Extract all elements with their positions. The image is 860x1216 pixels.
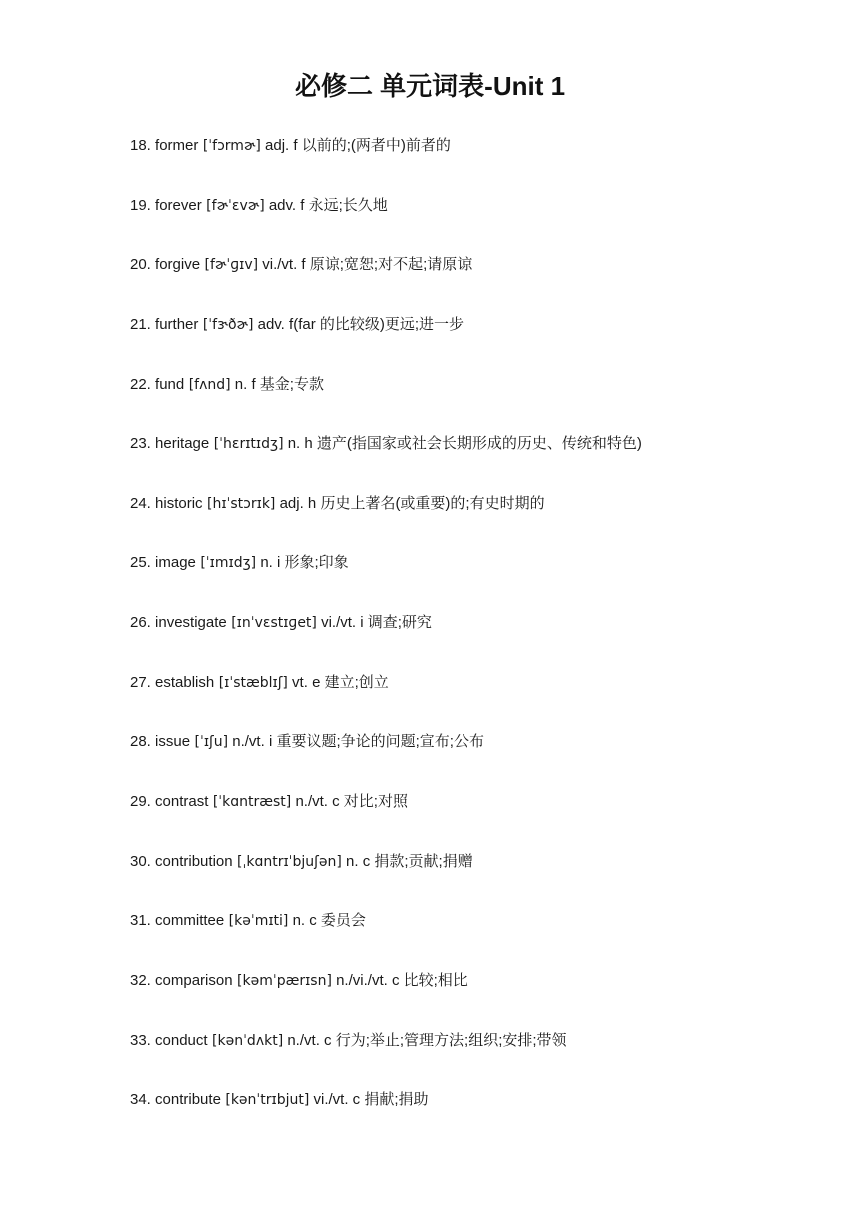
entry-word: image <box>155 554 196 572</box>
entry-letter: h <box>304 435 313 453</box>
entry-number: 23. <box>130 435 151 453</box>
entry-letter: c <box>324 1031 332 1049</box>
entry-pos: n. <box>260 554 273 572</box>
entry-meaning: 建立;创立 <box>324 673 389 691</box>
entry-meaning: 比较;相比 <box>403 971 468 989</box>
entry-phonetic: [ɪˈstæblɪʃ] <box>218 674 288 691</box>
entry-letter: f <box>293 137 298 154</box>
entry-meaning: 对比;对照 <box>343 793 408 811</box>
entry-pos: vi./vt. <box>262 256 298 274</box>
vocab-entry <box>130 309 810 369</box>
entry-pos: n./vi./vt. <box>336 971 388 989</box>
entry-letter: h <box>307 494 317 512</box>
entry-meaning: 捐款;贡献;捐赠 <box>374 852 473 870</box>
entry-phonetic: [ˈhɛrɪtɪdʒ] <box>213 436 284 453</box>
vocab-entry <box>130 1025 810 1085</box>
vocabulary-list <box>130 130 810 1144</box>
entry-phonetic: [ˈkɑntræst] <box>212 794 292 811</box>
entry-number: 27. <box>130 673 151 691</box>
entry-phonetic: [kəˈmɪti] <box>228 913 289 930</box>
entry-meaning: 永远;长久地 <box>308 196 388 214</box>
entry-meaning: 捐献;捐助 <box>364 1091 429 1109</box>
entry-phonetic: [ˈfɝðɚ] <box>202 316 254 333</box>
entry-letter: c <box>332 793 340 811</box>
entry-meaning: 以前的;(两者中)前者的 <box>301 137 451 154</box>
vocab-entry <box>130 130 810 190</box>
entry-pos: n. <box>287 435 301 453</box>
entry-letter: i <box>360 614 364 632</box>
entry-word: forgive <box>155 256 201 274</box>
entry-word: historic <box>155 494 203 512</box>
entry-number: 19. <box>130 196 151 214</box>
entry-letter: c <box>352 1091 361 1109</box>
entry-phonetic: [ˈɪmɪdʒ] <box>200 555 257 572</box>
entry-phonetic: [kənˈtrɪbjut] <box>225 1092 310 1109</box>
entry-phonetic: [kənˈdʌkt] <box>212 1032 284 1049</box>
entry-letter: e <box>312 673 321 691</box>
entry-pos: vi./vt. <box>321 614 357 632</box>
entry-pos: adv. <box>268 196 297 214</box>
entry-pos: adj. <box>265 137 290 154</box>
entry-pos: adj. <box>279 494 304 512</box>
entry-word: comparison <box>155 971 233 989</box>
entry-number: 18. <box>130 137 151 154</box>
entry-pos: vt. <box>292 673 308 691</box>
entry-letter: i <box>268 733 273 751</box>
entry-phonetic: [kəmˈpærɪsn] <box>237 972 332 989</box>
entry-meaning: 形象;印象 <box>284 554 349 572</box>
entry-phonetic: [fɚˈɛvɚ] <box>206 197 265 214</box>
entry-word: further <box>155 315 199 333</box>
entry-letter: f <box>251 375 256 393</box>
entry-phonetic: [ˈɪʃu] <box>194 734 229 751</box>
entry-number: 31. <box>130 912 151 930</box>
entry-number: 30. <box>130 852 151 870</box>
entry-meaning: 行为;举止;管理方法;组织;安排;带领 <box>335 1031 567 1049</box>
entry-word: contribution <box>155 852 233 870</box>
entry-word: heritage <box>155 435 210 453</box>
entry-pos: n. <box>234 375 248 393</box>
entry-number: 26. <box>130 614 151 632</box>
entry-word: forever <box>155 196 202 214</box>
entry-pos: n. <box>292 912 306 930</box>
vocab-entry <box>130 547 810 607</box>
entry-word: committee <box>155 912 225 930</box>
entry-word: establish <box>155 673 215 691</box>
entry-number: 24. <box>130 494 151 512</box>
vocab-entry <box>130 428 810 488</box>
entry-word: contribute <box>155 1091 221 1109</box>
entry-pos: adv. <box>257 315 285 333</box>
entry-phonetic: [ˈfɔrmɚ] <box>202 138 261 154</box>
entry-number: 25. <box>130 554 151 572</box>
entry-meaning: 调查;研究 <box>367 614 432 632</box>
vocab-entry <box>130 905 810 965</box>
vocab-entry <box>130 786 810 846</box>
entry-meaning: 基金;专款 <box>259 375 324 393</box>
page-title: 必修二 单元词表-Unit 1 <box>294 71 566 101</box>
entry-word: contrast <box>155 793 209 811</box>
entry-letter: f <box>300 196 305 214</box>
entry-pos: n. <box>346 852 359 870</box>
vocab-entry <box>130 190 810 250</box>
entry-meaning: 遗产(指国家或社会长期形成的历史、传统和特色) <box>316 435 642 453</box>
entry-letter: c <box>362 852 371 870</box>
entry-number: 32. <box>130 971 151 989</box>
vocab-entry <box>130 488 810 548</box>
entry-meaning: 委员会 <box>320 912 366 930</box>
vocab-entry <box>130 607 810 667</box>
entry-letter: i <box>277 554 281 572</box>
entry-meaning: 历史上著名(或重要)的;有史时期的 <box>320 494 545 512</box>
entry-pos: n./vt. <box>232 733 265 751</box>
vocab-entry <box>130 846 810 906</box>
vocab-entry <box>130 965 810 1025</box>
entry-phonetic: [ɪnˈvɛstɪɡet] <box>231 615 317 632</box>
entry-letter: c <box>309 912 317 930</box>
entry-number: 33. <box>130 1031 151 1049</box>
entry-pos: n./vt. <box>295 793 328 811</box>
entry-pos: vi./vt. <box>313 1091 349 1109</box>
entry-meaning: 的比较级)更远;进一步 <box>319 315 465 333</box>
entry-number: 34. <box>130 1091 151 1109</box>
entry-letter: c <box>391 971 400 989</box>
vocab-entry <box>130 1084 810 1144</box>
entry-number: 22. <box>130 375 151 393</box>
entry-letter: f <box>301 256 306 274</box>
entry-number: 20. <box>130 256 151 274</box>
entry-letter: f(far <box>289 315 316 333</box>
entry-word: investigate <box>155 614 227 632</box>
entry-number: 29. <box>130 793 151 811</box>
vocab-entry <box>130 249 810 309</box>
entry-number: 28. <box>130 733 151 751</box>
entry-word: former <box>155 137 199 154</box>
entry-phonetic: [fʌnd] <box>188 376 231 393</box>
entry-phonetic: [fɚˈɡɪv] <box>204 257 259 274</box>
entry-meaning: 原谅;宽恕;对不起;请原谅 <box>309 256 473 274</box>
entry-word: fund <box>155 375 185 393</box>
entry-pos: n./vt. <box>287 1031 320 1049</box>
vocab-entry <box>130 667 810 727</box>
entry-meaning: 重要议题;争论的问题;宣布;公布 <box>276 733 484 751</box>
entry-number: 21. <box>130 315 151 333</box>
vocab-entry <box>130 369 810 429</box>
entry-phonetic: [hɪˈstɔrɪk] <box>207 495 276 512</box>
entry-phonetic: [ˌkɑntrɪˈbjuʃən] <box>237 853 342 870</box>
entry-word: issue <box>155 733 191 751</box>
entry-word: conduct <box>155 1031 208 1049</box>
vocab-entry <box>130 726 810 786</box>
